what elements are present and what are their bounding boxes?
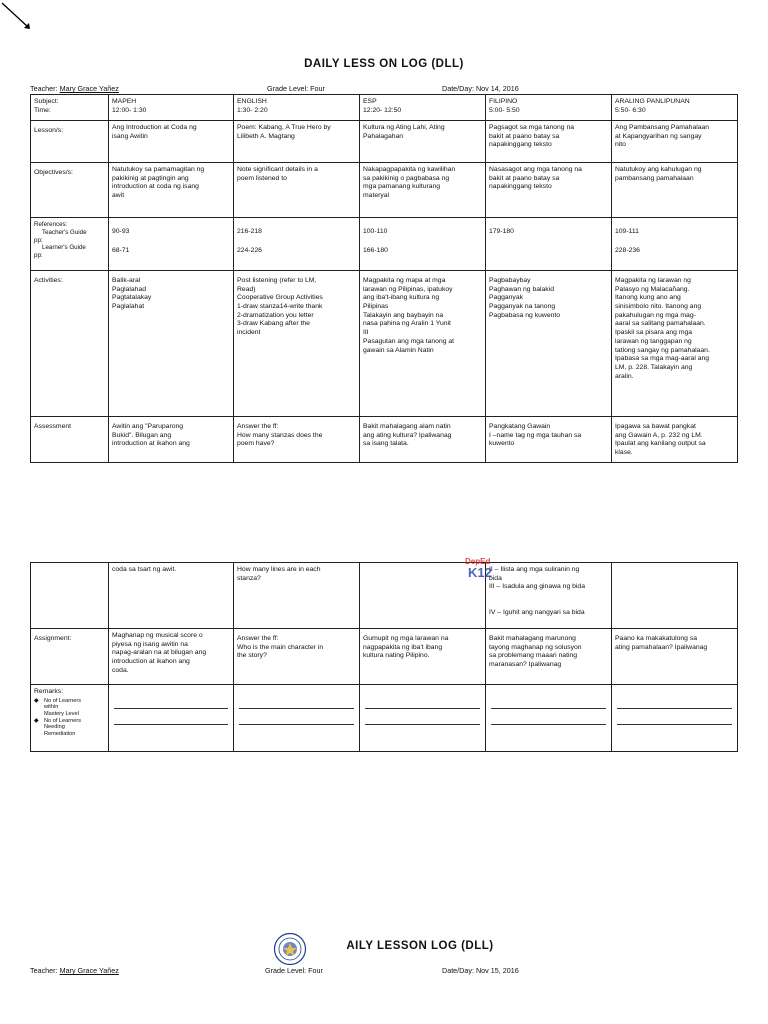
cell-text-line: maranasan? Ipaliwanag [489, 661, 562, 669]
cell-text-line: Talakayin ang baybayin na [363, 311, 444, 319]
cell-text-line: Kultura ng Ating Lahi, Ating [363, 124, 445, 131]
cell-text-line: Pagsagot sa mga tanong na [489, 124, 575, 131]
cell-text-line: sa problemang maaari nating [489, 652, 578, 660]
objectives-cell [612, 163, 738, 218]
cell-text-line: napakinggang teksto [489, 183, 552, 191]
assessment-cell [360, 417, 486, 463]
corner-arrow-icon [0, 0, 40, 36]
header-cell-filipino: FILIPINO 5:00- 5:50 [486, 95, 612, 121]
assignment-cell [109, 629, 234, 685]
objectives-cell [360, 163, 486, 218]
cell-text-line: the story? [237, 652, 267, 660]
cell-text-line: LM, p. 228. Talakayin ang [615, 363, 693, 371]
deped-k12-logo-icon [464, 555, 498, 579]
activities-cell [612, 271, 738, 417]
cell-text-line: III [363, 329, 369, 337]
cell-text-line: gawain sa Alamin Natin [363, 346, 434, 354]
cell-text-line: introduction at ikahon ang [112, 440, 190, 448]
header-cell-english: ENGLISH 1:30- 2:20 [234, 95, 360, 121]
blank-line [114, 715, 228, 725]
lesson-cell [612, 121, 738, 163]
cell-text-line: Paglalahat [112, 303, 145, 311]
blank-line [239, 715, 354, 725]
cell-text-line: Nasasagot ang mga tanong na [489, 166, 582, 173]
remarks-cell [109, 685, 234, 752]
cell-text-line: Paano ka makakatulong sa [615, 635, 697, 642]
cell-text-line [489, 601, 608, 610]
cell-text-line: Paglalahad [112, 285, 147, 293]
cell-text-line: coda. [112, 666, 129, 674]
cell-text-line: Magpakita ng mapa at mga [363, 277, 446, 284]
remarks-list [34, 698, 105, 738]
cell-text-line: materyal [363, 192, 390, 200]
cell-text-line: Ipagawa sa bawat pangkat [615, 423, 696, 430]
cell-text-line: Bakit mahalagang marunong [489, 635, 576, 642]
cell-text-line: Pagganyak [489, 294, 524, 302]
page3-title: AILY LESSON LOG (DLL) [346, 940, 494, 952]
assessment-cell [234, 417, 360, 463]
blank-line [491, 715, 606, 725]
activities-cell [486, 271, 612, 417]
objectives-cell [109, 163, 234, 218]
objectives-cell [234, 163, 360, 218]
diamond-bullet-icon: ◆ [34, 717, 39, 724]
date-day: Date/Day: Nov 14, 2016 [442, 84, 519, 93]
header-cell-ap: ARALING PANLIPUNAN 5:50- 6:30 [612, 95, 738, 121]
cell-text-line: Pagbabasa ng kuwento [489, 311, 561, 319]
lesson-cell [486, 121, 612, 163]
lesson-cell [109, 121, 234, 163]
assignment-cell [486, 629, 612, 685]
lesson-row [31, 121, 738, 163]
dll-table-page1 [30, 94, 738, 463]
cell-text-line: larawan ng Pilipinas, ipatukoy [363, 285, 453, 293]
cell-text-line: Pangkatang Gawain [489, 423, 551, 430]
activities-label: Activities: [31, 271, 109, 417]
cell-text-line: pakikinig at pagtingin ang [112, 174, 189, 182]
blank-line [617, 715, 732, 725]
page-title: DAILY LESS ON LOG (DLL) [304, 58, 464, 70]
assessment-label: Assessment [31, 417, 109, 463]
references-cell: 100-110 166-180 [360, 218, 486, 271]
blank-line [239, 699, 354, 709]
continued-cell [486, 563, 612, 629]
assessment-cell [612, 417, 738, 463]
cell-text-line: Balik-aral [112, 277, 141, 284]
cell-text-line: II – Ilista ang mga suliranin ng [489, 566, 580, 573]
cell-text-line: Ipaulat ang kanilang output sa [615, 440, 706, 448]
teacher-name: Mary Grace Yañez [59, 84, 119, 93]
activities-row [31, 271, 738, 417]
objectives-cell [486, 163, 612, 218]
continued-label [31, 563, 109, 629]
cell-text-line: at Kapangyarihan ng sangay [615, 132, 702, 140]
cell-text-line: Palasyo ng Malacañang. [615, 285, 690, 293]
cell-text-line: Poem: Kabang, A True Hero by [237, 124, 331, 131]
cell-text-line: sa pakikinig o pagbabasa ng [363, 174, 450, 182]
cell-text-line: tayong maghanap ng solusyon [489, 643, 582, 651]
cell-text-line: klase. [615, 449, 633, 457]
assignment-cell [234, 629, 360, 685]
lesson-cell [360, 121, 486, 163]
cell-text-line: Pilipinas [363, 303, 389, 311]
cell-text-line: Ipabasa sa mga mag-aaral ang [615, 355, 710, 363]
cell-text-line [489, 592, 608, 601]
cell-text-line: isang Awitin [112, 132, 148, 140]
cell-text-line: sinisimbolo nito. Itanong ang [615, 303, 702, 311]
grade-level-page3: Grade Level: Four [265, 966, 323, 975]
cell-text-line: poem have? [237, 440, 275, 448]
cell-text-line: Magpakita ng larawan ng [615, 277, 691, 284]
cell-text-line: Natutukoy sa pamamagitan ng [112, 166, 205, 173]
cell-text-line: Cooperative Group Activities [237, 294, 323, 302]
cell-text-line: kultura nating Pilipino. [363, 652, 430, 660]
cell-text-line: tatlong sangay ng pamahalaan. [615, 346, 710, 354]
remarks-cell [612, 685, 738, 752]
remarks-cell [360, 685, 486, 752]
activities-cell [109, 271, 234, 417]
dll-table-page2 [30, 562, 738, 752]
cell-text-line: Pagtatalakay [112, 294, 152, 302]
references-row [31, 218, 738, 271]
cell-text-line: Natutukoy ang kahulugan ng [615, 166, 702, 173]
assignment-label: Assignment: [31, 629, 109, 685]
remarks-row [31, 685, 738, 752]
header-cell-esp: ESP 12:20- 12:50 [360, 95, 486, 121]
cell-text-line: nasa pahina ng Aralin 1 Yunit [363, 320, 451, 328]
cell-text-line: Nakapagpapakita ng kawilihan [363, 166, 456, 173]
cell-text-line: introduction at ikahon ang [112, 658, 190, 666]
cell-text-line: Pagganyak na tanong [489, 303, 556, 311]
cell-text-line: stanza? [237, 574, 261, 582]
cell-text-line: bakit at paano batay sa [489, 132, 560, 140]
svg-text:DepEd: DepEd [465, 557, 491, 566]
cell-text-line: IV – Iguhit ang nangyari sa bida [489, 609, 585, 617]
cell-text-line: larawan ng tanggapan ng [615, 337, 692, 345]
cell-text-line: Note significant details in a [237, 166, 318, 173]
cell-text-line: How many lines are in each [237, 566, 321, 573]
cell-text-line: Gumupit ng mga larawan na [363, 635, 449, 642]
remarks-label: Remarks: [34, 688, 64, 695]
cell-text-line: Pahalagahan [363, 132, 404, 140]
teacher-name-page3: Mary Grace Yañez [59, 966, 119, 975]
cell-text-line: introduction at coda ng isang [112, 183, 199, 191]
references-cell: 179-180 [486, 218, 612, 271]
header-cell-mapeh: MAPEH 12:00- 1:30 [109, 95, 234, 121]
cell-text-line: aralin. [615, 372, 634, 380]
cell-text-line: Awitin ang "Paruparong [112, 423, 184, 430]
cell-text-line: Bakit mahalagang alam natin [363, 423, 451, 430]
references-label: References: Teacher's Guide pp: Learner's Guide pp: [31, 218, 109, 271]
cell-text-line: I –name tag ng mga tauhan sa [489, 431, 582, 439]
continued-cell [109, 563, 234, 629]
cell-text-line: Answer the ff: [237, 423, 279, 430]
activities-cell [360, 271, 486, 417]
cell-text-line: sa isang talata. [363, 440, 409, 448]
header-row [31, 95, 738, 121]
assessment-cell [109, 417, 234, 463]
cell-text-line: bida [489, 574, 502, 582]
assignment-cell [360, 629, 486, 685]
cell-text-line: ang iba't-ibang kultura ng [363, 294, 440, 302]
cell-text-line: incident [237, 329, 261, 337]
cell-text-line: nito [615, 141, 626, 149]
cell-text-line: How many stanzas does the [237, 431, 323, 439]
cell-text-line: Answer the ff: [237, 635, 279, 642]
cell-text-line: III – Isadula ang ginawa ng bida [489, 583, 585, 591]
activities-cell [234, 271, 360, 417]
assessment-cell [486, 417, 612, 463]
cell-text-line: Bukid". Bilugan ang [112, 431, 172, 439]
assessment-row [31, 417, 738, 463]
date-day-page3: Date/Day: Nov 15, 2016 [442, 966, 519, 975]
cell-text-line: ang ating kultura? Ipaliwanag [363, 431, 452, 439]
assignment-cell [612, 629, 738, 685]
teacher-line: Teacher: Mary Grace Yañez [30, 84, 119, 93]
cell-text-line: poem listened to [237, 174, 287, 182]
remarks-cell [486, 685, 612, 752]
cell-text-line: kuwento [489, 440, 515, 448]
cell-text-line: mga pamanang kulturang [363, 183, 441, 191]
cell-text-line: ang Gawain A, p. 232 ng LM. [615, 431, 703, 439]
svg-text:K12: K12 [468, 565, 492, 579]
subject-time-label: Subject: Time: [31, 95, 109, 121]
cell-text-line: pambansang pamahalaan [615, 174, 694, 182]
cell-text-line: Read) [237, 285, 256, 293]
remarks-label-cell [31, 685, 109, 752]
continued-row [31, 563, 738, 629]
cell-text-line: bakit at paano batay sa [489, 174, 560, 182]
blank-line [491, 699, 606, 709]
cell-text-line: Ipaskil sa pisara ang mga [615, 329, 693, 337]
cell-text-line: 3-draw Kabang after the [237, 320, 310, 328]
cell-text-line: Who is the main character in [237, 643, 324, 651]
assignment-row [31, 629, 738, 685]
remarks-item-mastery: ◆ No of Learners within Mastery Level [34, 697, 82, 717]
continued-cell [234, 563, 360, 629]
teacher-line-page3: Teacher: Mary Grace Yañez [30, 966, 119, 975]
cell-text-line: piyesa ng isang awitin na [112, 640, 188, 648]
cell-text-line: Maghanap ng musical score o [112, 632, 203, 639]
cell-text-line: napag-aralan na at bilugan ang [112, 649, 207, 657]
lesson-label: Lesson/s: [31, 121, 109, 163]
references-cell: 109-111 228-236 [612, 218, 738, 271]
cell-text-line: Pagbabaybay [489, 277, 531, 284]
cell-text-line: Ang Introduction at Coda ng [112, 124, 197, 131]
cell-text-line: Pasagutan ang mga tanong at [363, 337, 455, 345]
cell-text-line: napakinggang teksto [489, 141, 552, 149]
cell-text-line: awit [112, 192, 125, 200]
cell-text-line: aaral sa salitang pamahalaan. [615, 320, 706, 328]
cell-text-line: Lilibeth A. Magtang [237, 132, 295, 140]
remarks-item-remediation: ◆ No of Learners Needing Remediation [34, 717, 82, 737]
cell-text-line: Itanong kung ano ang [615, 294, 681, 302]
cell-text-line: Post listening (refer to LM, [237, 277, 317, 284]
cell-text-line: 2-dramatization you letter [237, 311, 314, 319]
remarks-cell [234, 685, 360, 752]
references-cell: 90-93 68-71 [109, 218, 234, 271]
cell-text-line: coda sa tsart ng awit. [112, 566, 177, 573]
objectives-row [31, 163, 738, 218]
blank-line [365, 699, 480, 709]
references-cell: 216-218 224-226 [234, 218, 360, 271]
objectives-label: Objectives/s: [31, 163, 109, 218]
lesson-cell [234, 121, 360, 163]
blank-line [617, 699, 732, 709]
cell-text-line: Ang Pambansang Pamahalaan [615, 124, 710, 131]
cell-text-line: Paghawan ng balakid [489, 285, 554, 293]
blank-line [365, 715, 480, 725]
diamond-bullet-icon: ◆ [34, 697, 39, 704]
grade-level: Grade Level: Four [267, 84, 325, 93]
cell-text-line: 1-draw stanza14-write thank [237, 303, 323, 311]
cell-text-line: nagpapakita ng iba't ibang [363, 643, 443, 651]
cell-text-line: pakahulugan ng mga mag- [615, 311, 696, 319]
continued-cell [612, 563, 738, 629]
cell-text-line: ating pamahalaan? Ipaliwanag [615, 643, 708, 651]
blank-line [114, 699, 228, 709]
